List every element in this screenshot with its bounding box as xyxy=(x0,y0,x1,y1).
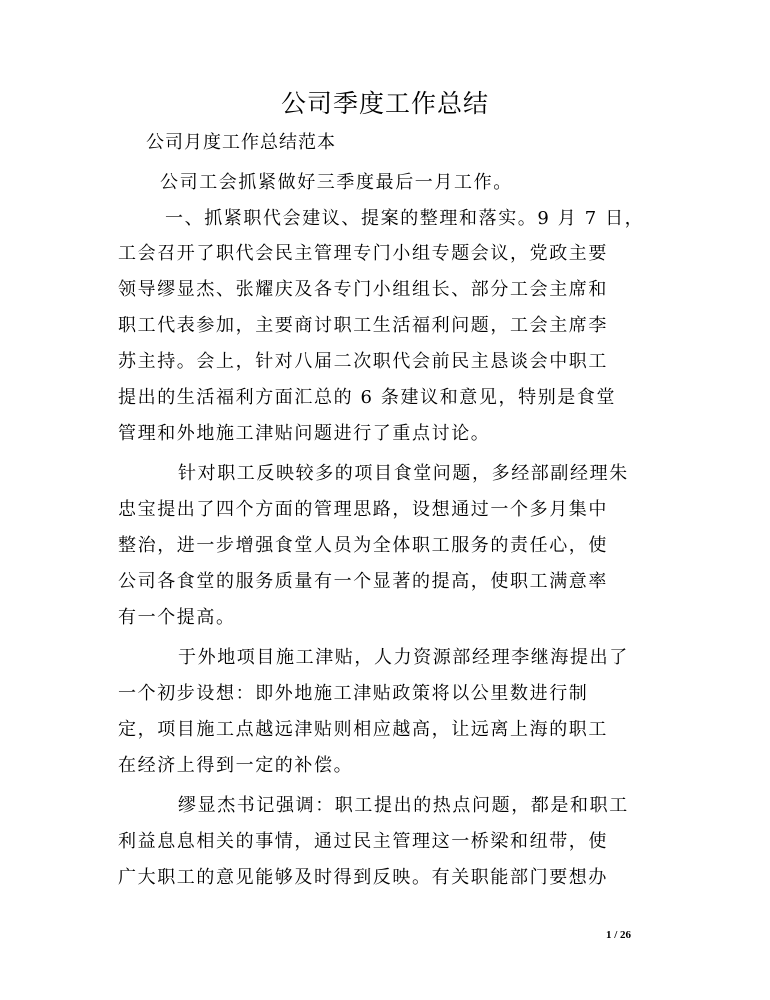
paragraph-line: 在经济上得到一定的补偿。 xyxy=(118,755,354,776)
paragraph-line: 针对职工反映较多的项目食堂问题，多经部副经理朱 xyxy=(178,463,629,484)
paragraph-line: 管理和外地施工津贴问题进行了重点讨论。 xyxy=(118,423,491,444)
paragraph-line: 工会召开了职代会民主管理专门小组专题会议，党政主要 xyxy=(118,243,608,264)
paragraph-line: 有一个提高。 xyxy=(118,607,236,628)
page-number: 1 / 26 xyxy=(606,929,632,941)
document-title: 公司季度工作总结 xyxy=(280,89,489,118)
paragraph-line: 一个初步设想：即外地施工津贴政策将以公里数进行制 xyxy=(118,683,589,704)
paragraph-line: 提出的生活福利方面汇总的 6 条建议和意见，特别是食堂 xyxy=(118,387,617,408)
paragraph-line: 忠宝提出了四个方面的管理思路，设想通过一个多月集中 xyxy=(118,499,608,520)
document-subtitle: 公司月度工作总结范本 xyxy=(146,132,336,153)
paragraph-line: 公司各食堂的服务质量有一个显著的提高，使职工满意率 xyxy=(118,571,608,592)
paragraph-line: 整治，进一步增强食堂人员为全体职工服务的责任心，使 xyxy=(118,535,608,556)
paragraph-line: 一、抓紧职代会建议、提案的整理和落实。9 月 7 日， xyxy=(165,208,645,229)
paragraph-line: 苏主持。会上，针对八届二次职代会前民主恳谈会中职工 xyxy=(118,351,608,372)
paragraph-line: 领导缪显杰、张耀庆及各专门小组组长、部分工会主席和 xyxy=(118,279,608,300)
paragraph-line: 广大职工的意见能够及时得到反映。有关职能部门要想办 xyxy=(118,867,608,888)
paragraph-line: 缪显杰书记强调：职工提出的热点问题，都是和职工 xyxy=(178,795,629,816)
paragraph-line: 定，项目施工点越远津贴则相应越高，让远离上海的职工 xyxy=(118,719,608,740)
paragraph-line: 利益息息相关的事情，通过民主管理这一桥梁和纽带，使 xyxy=(118,831,608,852)
paragraph-line: 公司工会抓紧做好三季度最后一月工作。 xyxy=(160,172,513,193)
paragraph-line: 职工代表参加，主要商讨职工生活福利问题，工会主席李 xyxy=(118,315,608,336)
paragraph-line: 于外地项目施工津贴，人力资源部经理李继海提出了 xyxy=(178,647,629,668)
